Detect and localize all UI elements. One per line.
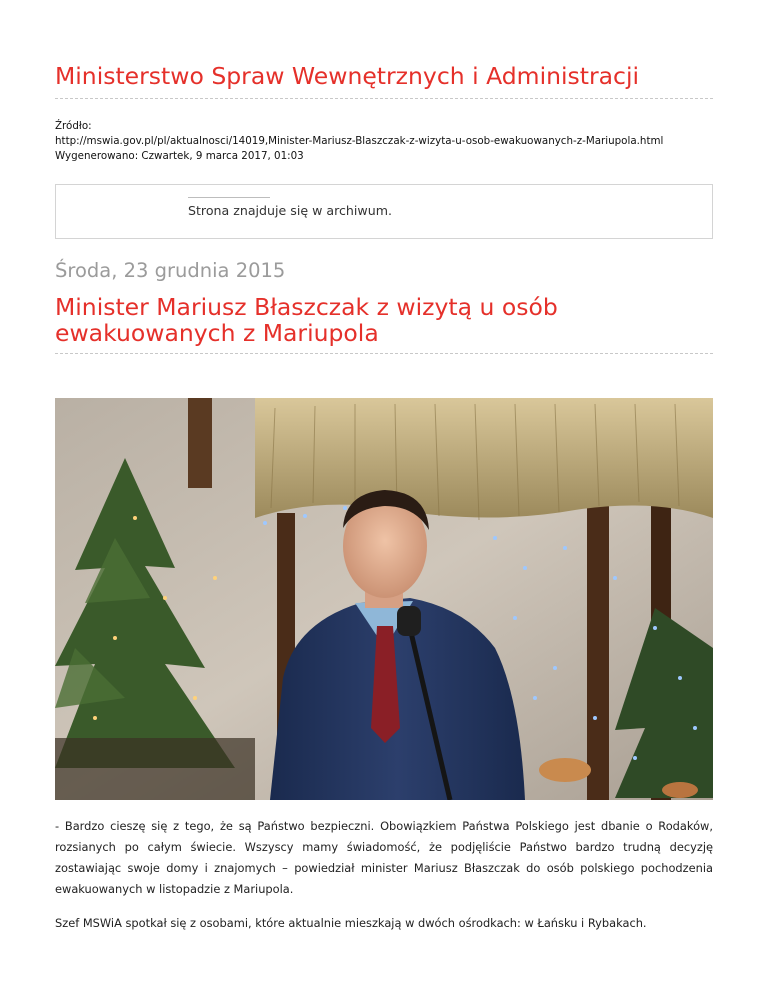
divider	[55, 98, 713, 99]
photo-post	[188, 398, 212, 488]
notice-rule	[188, 197, 270, 198]
article-paragraph: Szef MSWiA spotkał się z osobami, które aktualnie mieszkają w dwóch ośrodkach: w Łańsku i Rybakach.	[55, 916, 647, 930]
page	[55, 0, 713, 934]
site-title: Ministerstwo Spraw Wewnętrznych i Administracji	[55, 62, 640, 90]
photo-post	[587, 498, 609, 800]
article-photo	[55, 398, 713, 800]
archive-notice	[55, 184, 713, 239]
archive-notice-text: Strona znajduje się w archiwum.	[188, 203, 392, 218]
divider	[55, 353, 713, 354]
source-label: Źródło:	[55, 120, 92, 132]
source-url: http://mswia.gov.pl/pl/aktualnosci/14019,Minister-Mariusz-Blaszczak-z-wizyta-u-osob-ewakuowanych-z-Mariupola.html	[55, 135, 664, 147]
article-title: Minister Mariusz Błaszczak z wizytą u osób ewakuowanych z Mariupola	[55, 293, 558, 347]
article-date: Środa, 23 grudnia 2015	[55, 259, 286, 282]
photo-microphone	[397, 606, 421, 636]
article-paragraph: - Bardzo cieszę się z tego, że są Państwo bezpieczni. Obowiązkiem Państwa Polskiego jest dbanie o Rodaków, rozsianych po całym świecie. Wszyscy mamy świadomość, że podjęliście Państwo bardzo trudną decyzję zostawiając swoje domy i znajomych – powiedział minister Mariusz Błaszczak do osób polskiego pochodzenia ewakuowanych w listopadzie z Mariupola.	[55, 819, 713, 896]
photo-floor-shadow	[55, 738, 255, 800]
photo-animal-figure	[539, 758, 591, 782]
photo-animal-figure	[662, 782, 698, 798]
generated-timestamp: Wygenerowano: Czwartek, 9 marca 2017, 01:03	[55, 150, 304, 162]
source-block	[55, 119, 713, 164]
photo-thatch-roof	[255, 398, 713, 518]
